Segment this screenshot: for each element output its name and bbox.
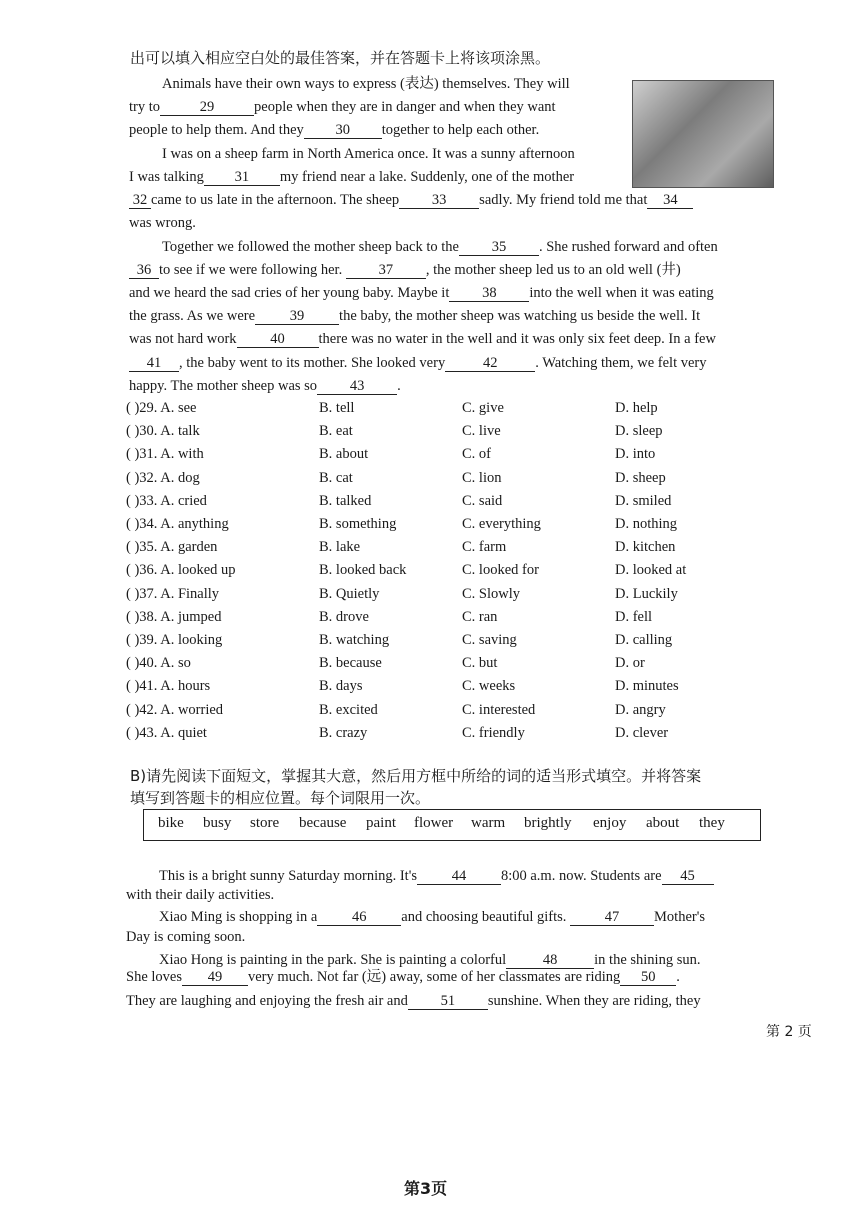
question-stem: ( )41. A. hours	[126, 678, 211, 695]
word-box-item: bike	[158, 815, 184, 831]
option-b[interactable]: B. tell	[319, 400, 355, 416]
option-c[interactable]: C. looked for	[462, 562, 539, 579]
word-box-item: busy	[203, 815, 232, 831]
word-box-item: flower	[414, 815, 454, 831]
question-stem: ( )43. A. quiet	[126, 724, 207, 741]
question-stem: ( )40. A. so	[126, 655, 191, 672]
word-box-item: store	[250, 815, 280, 831]
passage-line: was wrong.	[129, 215, 196, 231]
question-stem: ( )37. A. Finally	[126, 585, 220, 602]
blank-48: 48	[506, 953, 594, 969]
passage-line: 36 to see if we were following her. 37 , the mother sheep led us to an old well (井)	[129, 261, 681, 279]
option-b[interactable]: B. about	[319, 446, 369, 463]
option-d[interactable]: D. sleep	[615, 423, 663, 440]
question-stem: ( )42. A. worried	[126, 701, 224, 718]
option-d[interactable]: D. into	[615, 446, 656, 463]
question-stem: ( )32. A. dog	[126, 469, 200, 486]
passage-line: try to 29 people when they are in danger and when they want	[129, 99, 556, 115]
option-c[interactable]: C. weeks	[462, 678, 516, 695]
passage-line: They are laughing and enjoying the fresh air and 51 sunshine. When they are riding, they	[126, 993, 701, 1009]
passage-line: I was on a sheep farm in North America once. It was a sunny afternoon	[162, 146, 575, 162]
blank-30: 30	[304, 123, 382, 139]
option-c[interactable]: C. Slowly	[462, 585, 521, 602]
passage-line: people to help them. And they 30 together to help each other.	[129, 122, 540, 138]
word-box-item: paint	[366, 815, 396, 831]
question-row	[126, 490, 786, 512]
word-box-item: enjoy	[593, 815, 627, 831]
sheep-photo	[632, 80, 774, 188]
question-stem: ( )29. A. see	[126, 400, 197, 416]
option-d[interactable]: D. fell	[615, 608, 653, 625]
blank-47: 47	[570, 910, 654, 926]
option-c[interactable]: C. live	[462, 423, 501, 440]
question-row	[126, 443, 786, 465]
option-c[interactable]: C. ran	[462, 608, 498, 625]
passage-line: Day is coming soon.	[126, 929, 246, 945]
blank-39: 39	[255, 309, 339, 325]
option-d[interactable]: D. angry	[615, 701, 666, 718]
passage-line: happy. The mother sheep was so 43 .	[129, 378, 401, 394]
question-stem: ( )35. A. garden	[126, 539, 218, 556]
option-c[interactable]: C. friendly	[462, 724, 525, 741]
instruction-line: 出可以填入相应空白处的最佳答案，并在答题卡上将该项涂黑。	[130, 49, 551, 67]
option-b[interactable]: B. drove	[319, 608, 369, 625]
option-b[interactable]: B. talked	[319, 492, 372, 509]
option-b[interactable]: B. looked back	[319, 562, 407, 579]
passage-line: Together we followed the mother sheep back to the 35 . She rushed forward and often	[162, 239, 718, 255]
option-c[interactable]: C. of	[462, 446, 491, 463]
option-b[interactable]: B. because	[319, 655, 382, 672]
passage-line: and we heard the sad cries of her young baby. Maybe it 38 into the well when it was eating	[129, 285, 714, 301]
option-d[interactable]: D. Luckily	[615, 585, 678, 602]
blank-44: 44	[417, 869, 501, 885]
option-d[interactable]: D. or	[615, 655, 645, 672]
passage-line: 41 , the baby went to its mother. She looked very 42 . Watching them, we felt very	[129, 354, 707, 372]
question-stem: ( )30. A. talk	[126, 423, 200, 440]
question-stem: ( )33. A. cried	[126, 492, 207, 509]
blank-43: 43	[317, 379, 397, 395]
word-box-item: because	[299, 815, 347, 831]
option-b[interactable]: B. cat	[319, 469, 353, 486]
blank-46: 46	[317, 910, 401, 926]
blank-50: 50	[620, 970, 676, 986]
option-b[interactable]: B. crazy	[319, 724, 368, 741]
question-stem: ( )36. A. looked up	[126, 562, 236, 579]
blank-49: 49	[182, 970, 248, 986]
blank-29: 29	[160, 100, 254, 116]
option-d[interactable]: D. looked at	[615, 562, 687, 579]
blank-34: 34	[647, 193, 693, 209]
option-c[interactable]: C. said	[462, 492, 503, 509]
option-c[interactable]: C. interested	[462, 701, 536, 718]
blank-33: 33	[399, 193, 479, 209]
blank-37: 37	[346, 263, 426, 279]
section-b-instruction: B)请先阅读下面短文，掌握其大意，然后用方框中所给的词的适当形式填空。并将答案	[130, 767, 702, 785]
word-box-item: brightly	[524, 815, 572, 831]
question-row	[126, 722, 786, 744]
page-number-small: 第 2 页	[766, 1024, 812, 1040]
option-d[interactable]: D. calling	[615, 632, 673, 648]
option-b[interactable]: B. something	[319, 516, 397, 532]
blank-35: 35	[459, 240, 539, 256]
blank-36: 36	[129, 263, 159, 279]
option-c[interactable]: C. lion	[462, 469, 502, 486]
question-row	[126, 467, 786, 489]
passage-line: the grass. As we were 39 the baby, the mother sheep was watching us beside the well. It	[129, 308, 701, 324]
question-row	[126, 606, 786, 628]
blank-45: 45	[662, 869, 714, 885]
blank-31: 31	[204, 170, 280, 186]
option-d[interactable]: D. clever	[615, 724, 669, 741]
option-c[interactable]: C. give	[462, 400, 504, 416]
option-c[interactable]: C. but	[462, 655, 498, 672]
question-stem: ( )31. A. with	[126, 446, 204, 463]
option-b[interactable]: B. lake	[319, 539, 361, 556]
option-b[interactable]: B. watching	[319, 632, 390, 648]
question-row	[126, 420, 786, 442]
question-row	[126, 583, 786, 605]
question-row	[126, 559, 786, 581]
passage-line: Xiao Hong is painting in the park. She is painting a colorful 48 in the shining sun.	[159, 952, 701, 968]
question-row	[126, 652, 786, 674]
option-d[interactable]: D. minutes	[615, 678, 679, 695]
option-d[interactable]: D. sheep	[615, 469, 666, 486]
option-b[interactable]: B. eat	[319, 423, 353, 440]
passage-line: I was talking 31 my friend near a lake. Suddenly, one of the mother	[129, 169, 575, 185]
word-box-item: they	[699, 815, 725, 831]
option-c[interactable]: C. saving	[462, 632, 517, 648]
question-row	[126, 629, 786, 651]
blank-32: 32	[129, 193, 151, 209]
passage-line: She loves 49 very much. Not far (远) away, some of her classmates are riding 50 .	[126, 969, 680, 985]
word-box	[143, 809, 761, 841]
page-number: 第3页	[404, 1179, 448, 1198]
passage-line: This is a bright sunny Saturday morning. It's 44 8:00 a.m. now. Students are 45	[159, 867, 714, 885]
question-row	[126, 513, 786, 535]
question-row	[126, 536, 786, 558]
option-b[interactable]: B. Quietly	[319, 585, 380, 602]
blank-40: 40	[237, 332, 319, 348]
blank-42: 42	[445, 356, 535, 372]
question-row	[126, 397, 786, 419]
word-box-item: about	[646, 815, 680, 831]
blank-38: 38	[449, 286, 529, 302]
option-b[interactable]: B. excited	[319, 701, 378, 718]
question-stem: ( )34. A. anything	[126, 516, 229, 532]
section-b-instruction: 填写到答题卡的相应位置。每个词限用一次。	[130, 789, 431, 807]
option-c[interactable]: C. everything	[462, 516, 541, 532]
blank-51: 51	[408, 994, 488, 1010]
passage-line: 32 came to us late in the afternoon. The sheep 33 sadly. My friend told me that 34	[129, 191, 693, 209]
option-d[interactable]: D. nothing	[615, 516, 678, 532]
option-c[interactable]: C. farm	[462, 539, 507, 556]
option-d[interactable]: D. kitchen	[615, 539, 676, 556]
blank-41: 41	[129, 356, 179, 372]
passage-line: Xiao Ming is shopping in a 46 and choosing beautiful gifts. 47 Mother's	[159, 909, 705, 925]
question-stem: ( )39. A. looking	[126, 632, 223, 648]
option-d[interactable]: D. help	[615, 400, 658, 416]
passage-line: was not hard work 40 there was no water in the well and it was only six feet deep. In a few	[129, 331, 716, 347]
word-box-item: warm	[471, 815, 506, 831]
option-d[interactable]: D. smiled	[615, 492, 672, 509]
passage-line: with their daily activities.	[126, 887, 275, 903]
option-b[interactable]: B. days	[319, 678, 363, 695]
passage-line: Animals have their own ways to express (表达) themselves. They will	[162, 76, 570, 92]
question-stem: ( )38. A. jumped	[126, 608, 222, 625]
question-row	[126, 699, 786, 721]
question-row	[126, 675, 786, 697]
